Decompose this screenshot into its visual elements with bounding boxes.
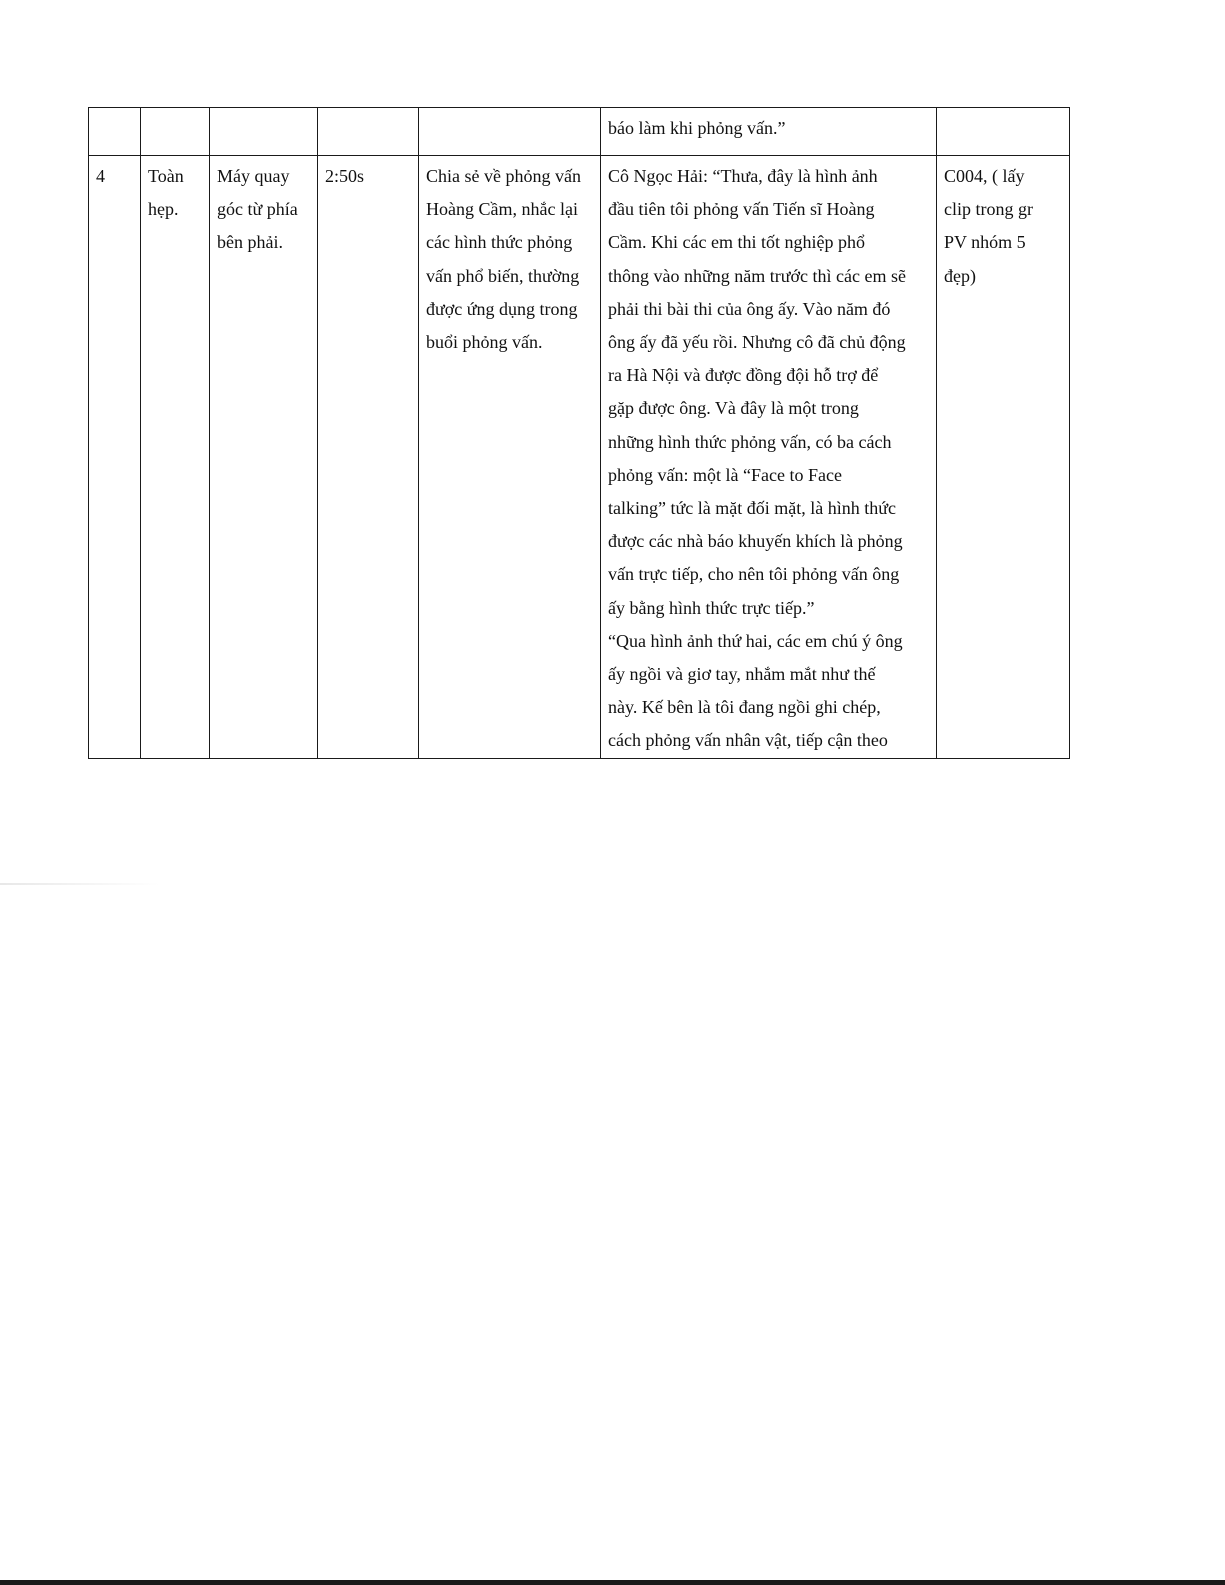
note-line: clip trong gr: [944, 199, 1033, 220]
table-row-4: [89, 156, 1070, 759]
dialogue-line: Cầm. Khi các em thi tốt nghiệp phổ: [608, 232, 865, 253]
camera-line: Máy quay: [217, 166, 290, 186]
content-line: được ứng dụng trong: [426, 298, 578, 319]
dialogue-line: talking” tức là mặt đối mặt, là hình thức: [608, 498, 896, 519]
cell-dialogue: [601, 108, 937, 156]
dialogue-line: Cô Ngọc Hải: “Thưa, đây là hình ảnh: [608, 166, 878, 186]
scan-artifact: [0, 883, 160, 885]
dialogue-line: ấy ngồi và giơ tay, nhắm mắt như thế: [608, 664, 876, 685]
shooting-script-table: [88, 107, 1070, 759]
note-line: PV nhóm 5: [944, 232, 1026, 253]
cell-no: [89, 108, 141, 156]
note-line: đẹp): [944, 265, 976, 286]
page-bottom-edge: [0, 1580, 1225, 1585]
cell-note: [937, 156, 1070, 759]
table-row-continued: [89, 108, 1070, 156]
cell-dialogue: [601, 156, 937, 759]
camera-line: góc từ phía: [217, 199, 298, 220]
dialogue-line: ra Hà Nội và được đồng đội hỗ trợ để: [608, 365, 879, 386]
dialogue-line: gặp được ông. Và đây là một trong: [608, 398, 859, 419]
dialogue-line: báo làm khi phỏng vấn.”: [608, 118, 786, 138]
note-line: C004, ( lấy: [944, 166, 1025, 186]
content-line: buổi phỏng vấn.: [426, 332, 543, 353]
cell-camera: [210, 108, 318, 156]
dialogue-line: thông vào những năm trước thì các em sẽ: [608, 265, 906, 286]
dialogue-line: phải thi bài thi của ông ấy. Vào năm đó: [608, 298, 891, 319]
dialogue-line: phỏng vấn: một là “Face to Face: [608, 464, 842, 485]
dialogue-line: được các nhà báo khuyến khích là phỏng: [608, 531, 903, 552]
content-line: vấn phổ biến, thường: [426, 265, 580, 286]
cell-shot: [141, 108, 210, 156]
dialogue-line: ấy bằng hình thức trực tiếp.”: [608, 597, 815, 618]
content-line: Chia sẻ về phỏng vấn: [426, 166, 581, 186]
cell-shot: [141, 156, 210, 759]
cell-duration: 2:50s: [318, 156, 419, 759]
dialogue-line: đầu tiên tôi phỏng vấn Tiến sĩ Hoàng: [608, 199, 875, 220]
dialogue-line: những hình thức phỏng vấn, có ba cách: [608, 431, 892, 452]
dialogue-line: vấn trực tiếp, cho nên tôi phỏng vấn ông: [608, 564, 900, 585]
cell-content: [419, 156, 601, 759]
cell-note: [937, 108, 1070, 156]
cell-camera: [210, 156, 318, 759]
dialogue-line: cách phỏng vấn nhân vật, tiếp cận theo: [608, 730, 888, 751]
camera-line: bên phải.: [217, 232, 283, 253]
shot-line: hẹp.: [148, 199, 179, 220]
cell-no: 4: [89, 156, 141, 759]
cell-content: [419, 108, 601, 156]
content-line: Hoàng Cầm, nhắc lại: [426, 199, 578, 220]
cell-duration: [318, 108, 419, 156]
shot-line: Toàn: [148, 166, 184, 186]
dialogue-line: “Qua hình ảnh thứ hai, các em chú ý ông: [608, 630, 903, 651]
dialogue-line: này. Kế bên là tôi đang ngồi ghi chép,: [608, 697, 881, 718]
content-line: các hình thức phỏng: [426, 232, 573, 253]
dialogue-line: ông ấy đã yếu rồi. Nhưng cô đã chủ động: [608, 332, 906, 353]
